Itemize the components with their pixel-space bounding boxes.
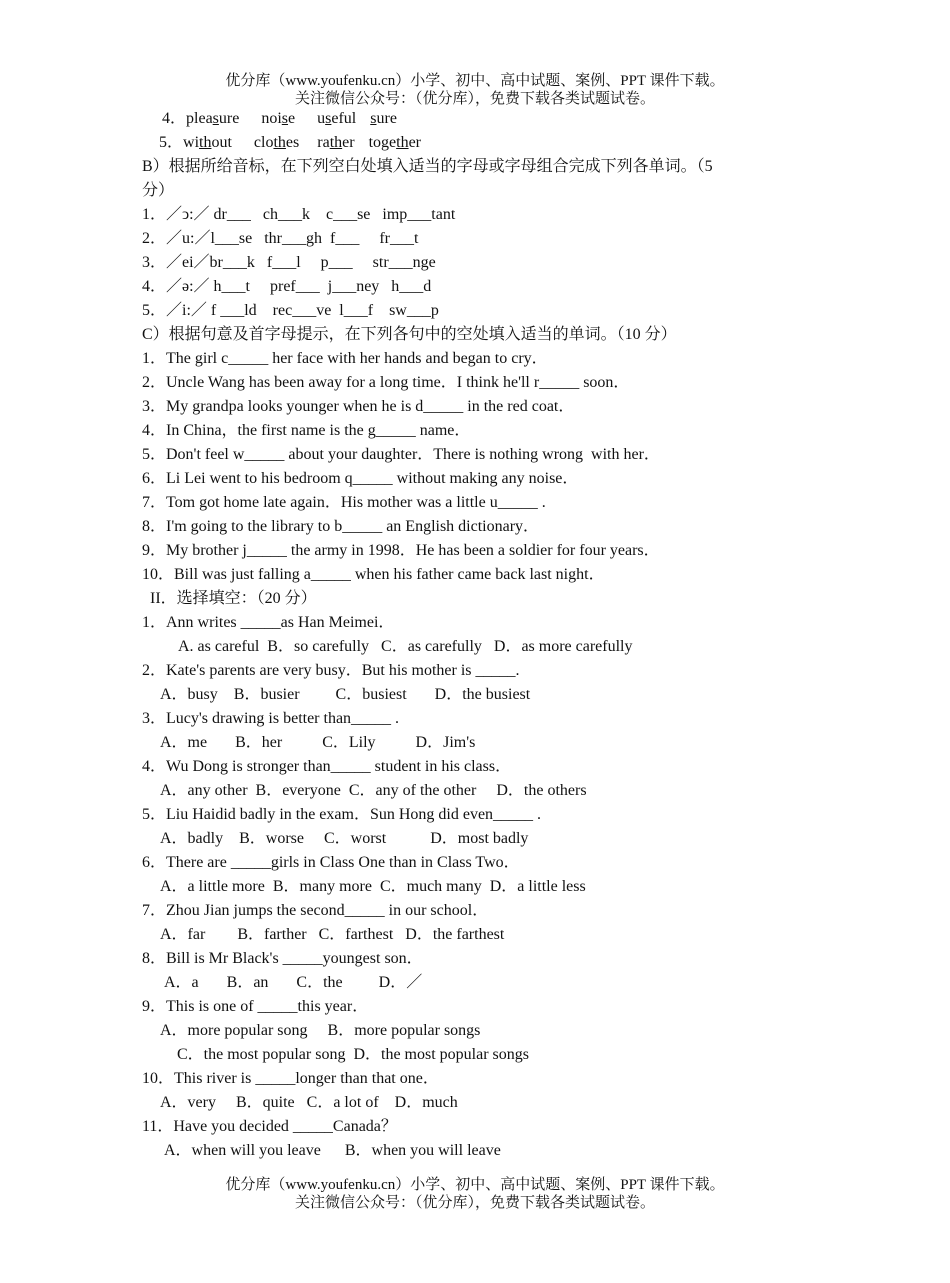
question: 6．There are _____girls in Class One than in Class Two． [142,854,520,871]
footer-line-2: 关注微信公众号：（优分库），免费下载各类试题试卷。 [294,1195,655,1211]
question-options: A．a B．an C．the D．／ [164,974,423,991]
question-options: A．more popular song B．more popular songs [160,1022,481,1039]
header-line-1: 优分库（www.youfenku.cn）小学、初中、高中试题、案例、PPT 课件下载。 [225,73,725,89]
word: noise [261,110,296,127]
word: rather [317,134,355,151]
section-b-item: 5．／i:／ f ___ld rec___ve l___f sw___p [142,302,439,319]
question: 9．This is one of _____this year． [142,998,369,1015]
section-c-item: 5．Don't feel w_____ about your daughter．There is nothing wrong with her． [142,446,660,463]
section-b-title-cont: 分） [142,182,175,199]
pronunciation-row-5: 5．without clothes rather together [159,134,422,151]
question-options: A．me B．her C．Lily D．Jim's [160,734,476,751]
footer-line-1: 优分库（www.youfenku.cn）小学、初中、高中试题、案例、PPT 课件下载。 [225,1177,725,1193]
question: 1．Ann writes _____as Han Meimei． [142,614,395,631]
question: 8．Bill is Mr Black's _____youngest son． [142,950,423,967]
section-b-item: 3．／ei／br___k f___l p___ str___nge [142,254,436,271]
question-options: A．far B．farther C．farthest D．the farthest [160,926,505,943]
worksheet-content [0,107,950,1163]
question-options: A．any other B．everyone C．any of the other D．the others [160,782,587,799]
section-c-item: 8．I'm going to the library to b_____ an English dictionary． [142,518,540,535]
page-header [0,72,950,108]
question: 5．Liu Haidid badly in the exam．Sun Hong did even_____ . [142,806,542,823]
section-c-item: 6．Li Lei went to his bedroom q_____ without making any noise． [142,470,579,487]
word: together [368,134,422,151]
question-options: C．the most popular song D．the most popular songs [177,1046,529,1063]
question-options: A. as careful B．so carefully C．as carefully D．as more carefully [178,638,633,655]
question-options: A．very B．quite C．a lot of D．much [160,1094,458,1111]
section-c-item: 9．My brother j_____ the army in 1998．He has been a soldier for four years． [142,542,660,559]
word: useful [317,110,357,127]
section-b-item: 2．／u:／l___se thr___gh f___ fr___t [142,230,419,247]
section-c-item: 7．Tom got home late again．His mother was a little u_____ . [142,494,546,511]
header-line-2: 关注微信公众号：（优分库），免费下载各类试题试卷。 [294,91,655,107]
question: 4．Wu Dong is stronger than_____ student in his class． [142,758,512,775]
word: clothes [253,134,300,151]
question: 11．Have you decided _____Canada？ [142,1118,397,1135]
question: 10．This river is _____longer than that one． [142,1070,439,1087]
section-c-item: 1．The girl c_____ her face with her hands and began to cry． [142,350,548,367]
page-footer [0,1176,950,1212]
section-b-title: B）根据所给音标，在下列空白处填入适当的字母或字母组合完成下列各单词。（5 [142,158,713,175]
word: sure [370,110,397,127]
section-c-title: C）根据句意及首字母提示，在下列各句中的空处填入适当的单词。（10 分） [142,326,677,343]
section-c-item: 3．My grandpa looks younger when he is d_____ in the red coat． [142,398,575,415]
section-c-item: 4．In China，the first name is the g_____ name． [142,422,471,439]
pronunciation-row-4: 4．pleasure noise useful sure [162,110,397,127]
question-options: A．badly B．worse C．worst D．most badly [160,830,529,847]
question: 2．Kate's parents are very busy．But his mother is _____. [142,662,520,679]
section-c-item: 10．Bill was just falling a_____ when his father came back last night． [142,566,605,583]
question-options: A．when will you leave B．when you will leave [164,1142,501,1159]
word: pleasure [186,110,240,127]
section-b-item: 4．／ə:／ h___t pref___ j___ney h___d [142,278,432,295]
section-ii-title: II．选择填空：（20 分） [150,590,317,607]
question-options: A．busy B．busier C．busiest D．the busiest [160,686,531,703]
question: 7．Zhou Jian jumps the second_____ in our school． [142,902,489,919]
question: 3．Lucy's drawing is better than_____ . [142,710,400,727]
question-options: A．a little more B．many more C．much many D．a little less [160,878,586,895]
word: without [183,134,232,151]
section-b-item: 1．／ↄ:／ dr___ ch___k c___se imp___tant [142,206,456,223]
section-c-item: 2．Uncle Wang has been away for a long time．I think he'll r_____ soon． [142,374,630,391]
